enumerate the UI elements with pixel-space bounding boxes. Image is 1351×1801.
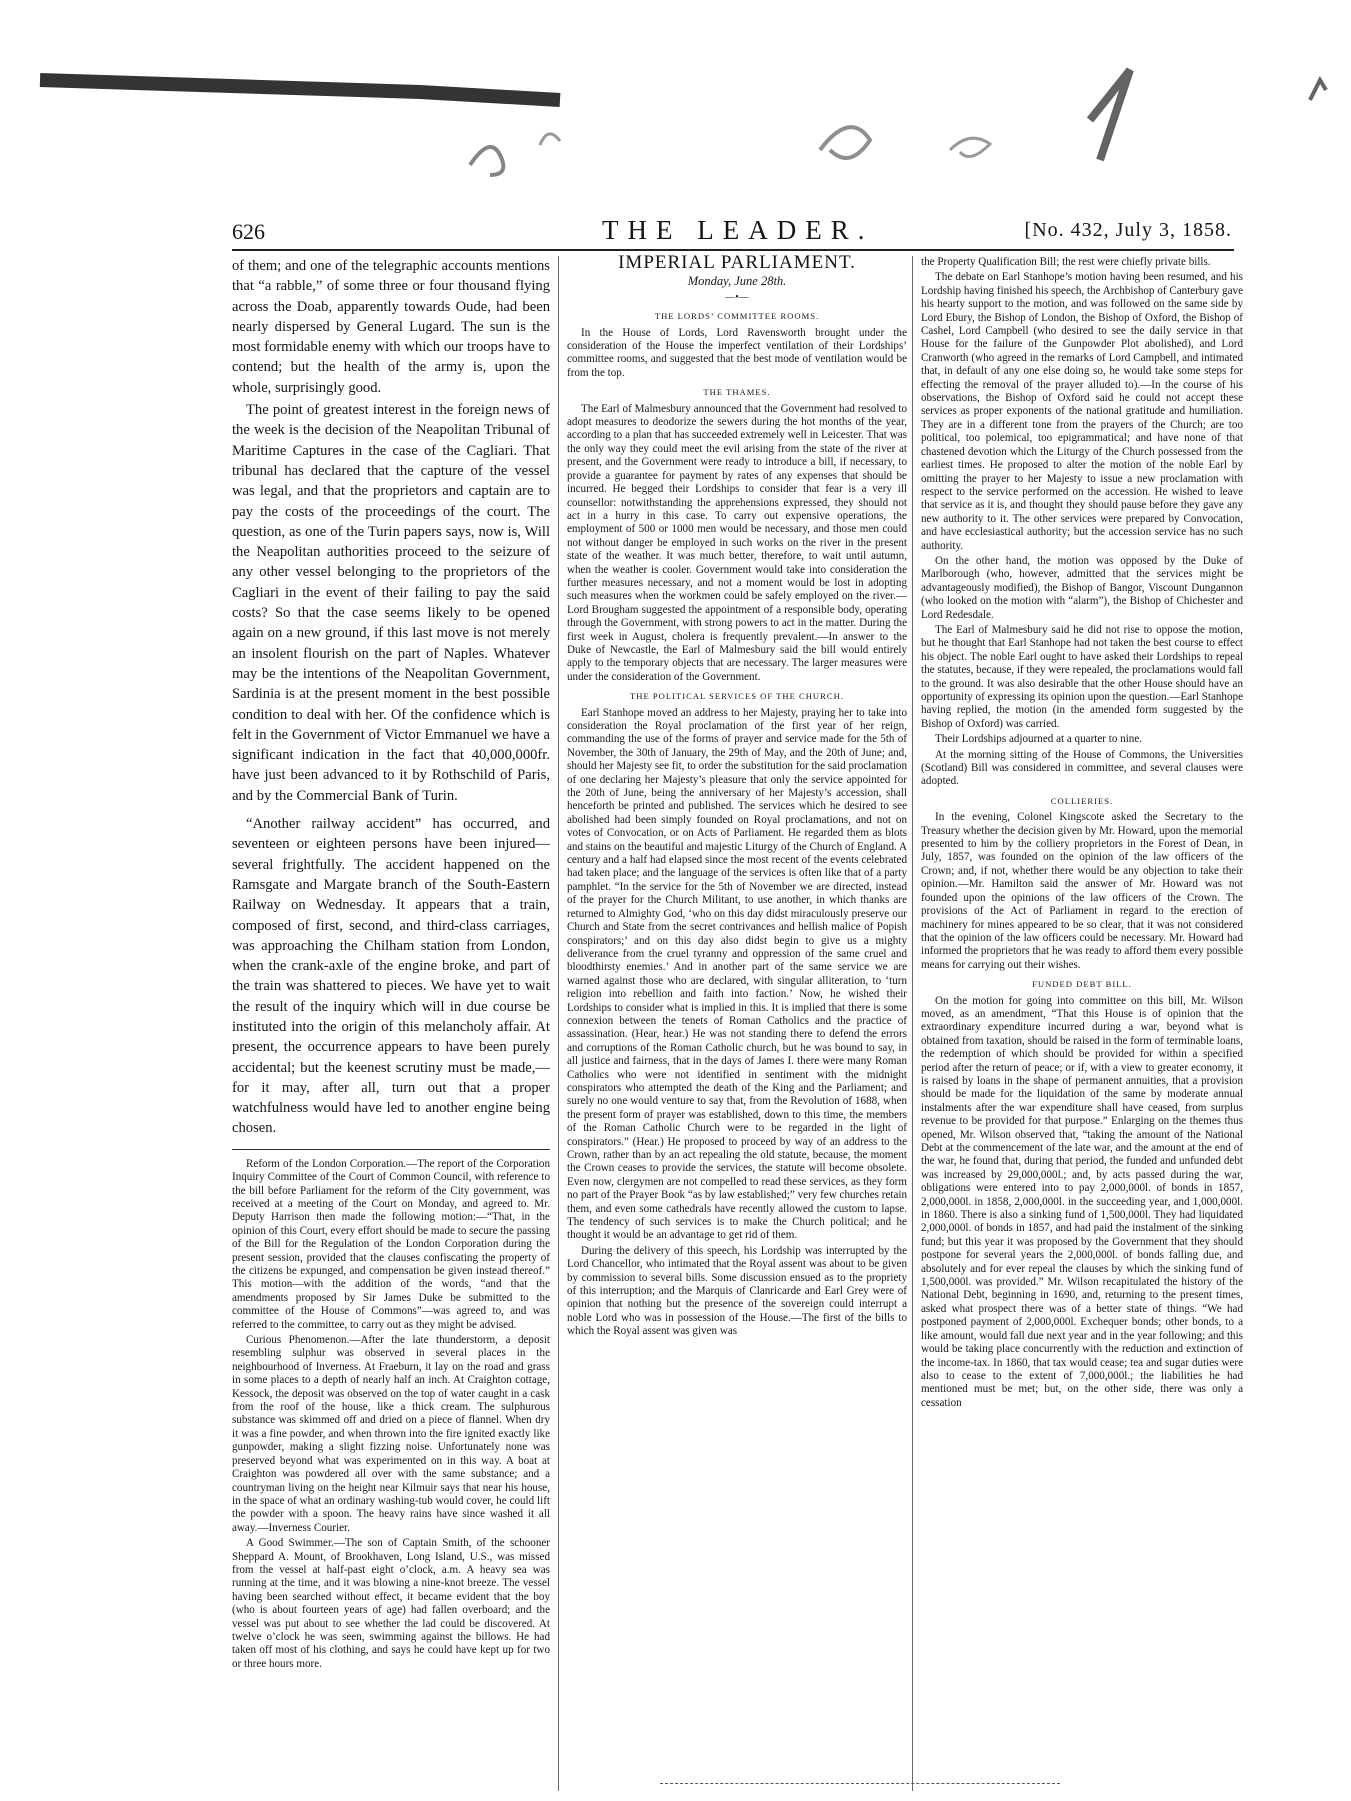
paragraph: The debate on Earl Stanhope’s motion having been resumed, and his Lordship having finished his speech, the Archbishop of Canterbury gave his hearty support to the motion, and was followed on the same side by Lord Ebury, the Bishop of London, the Bishop of Oxford, the Bishop of Cashel, Lord Campbell (who desired to see the daily service in that House for the failure of the Gunpowder Plot abolished), and Lord Cranworth (who agreed in the remarks of Lord Campbell, and intimated that, in default of any one else doing so, he would take some steps for effecting the removal of the prayer alluded to).—In the course of his observations, the Bishop of Oxford said he could not accept these services as proper exponents of the national gratitude and humiliation. They are in a different tone from the prayers of the Church; are too political, too polemical, too epigrammatical; and have none of that chastened devotion which the Liturgy of the Church possessed from the earliest times. He proposed to alter the motion of the noble Earl by omitting the prayer to her Majesty to issue a new proclamation with respect to the service performed on the accession. He wished to leave that service as it is, and thought they should pause before they gave any new authority to it. The other services were prepared by Convocation, and have ecclesiastical authority; but the accession service has no such authority. bbox=[921, 271, 1243, 552]
subheading: THE LORDS’ COMMITTEE ROOMS. bbox=[654, 311, 820, 322]
paragraph: “Another railway accident” has occurred, and seventeen or eighteen persons have been injured—several frightfully. The accident happened on the Ramsgate and Margate branch of the South-Eastern Railway on Wednesday. It appears that a train, composed of first, second, and third-class carriages, was approaching the Chilham station from London, when the crank-axle of the engine broke, and part of the train was shattered to pieces. We have yet to wait the result of the inquiry which will in due course be instituted into the origin of this melancholy affair. At present, the occurrence appears to have been purely accidental; but the keenest scrutiny must be made,—for it may, after all, turn out that a proper watchfulness would have led to another engine being chosen. bbox=[232, 816, 550, 1137]
subheading: FUNDED DEBT BILL. bbox=[1032, 979, 1132, 990]
paragraph: of them; and one of the telegraphic accounts mentions that “a rabble,” of some three or four thousand flying across the Doab, apparently towards Oude, had been nearly dispersed by General Lugard. The sun is the most formidable enemy with which our troops have to contend; but the health of the army is, upon the whole, surprisingly good. bbox=[232, 258, 550, 396]
newspaper-title: THE LEADER. bbox=[602, 215, 874, 245]
news-note: Curious Phenomenon.—After the late thunderstorm, a deposit resembling sulphur was observed in several places in the neighbourhood of Inverness. At Fraeburn, it lay on the road and grass in some places to a depth of nearly half an inch. At Craighton cottage, Kessock, the deposit was observed on the top of water caught in a cask from the roof of the house, like a thick cream. The sulphurous substance was skimmed off and dried on a piece of flannel. When dry it was a fine powder, and when thrown into the fire ignited exactly like gunpowder, making a slight fizzing noise. Unfortunately none was preserved beyond what was experimented on in this way. A boat at Craighton was powdered all over with the same substance; and a countryman living on the height near Kilmuir says that near his house, in the space of what an ordinary washing-tub would cover, he could lift the powder with a spoon. The heavy rains have since washed it all away.—Inverness Courier. bbox=[232, 1334, 550, 1534]
paragraph: The Earl of Malmesbury said he did not rise to oppose the motion, but he thought that Earl Stanhope had not taken the best course to effect his object. The noble Earl ought to have asked their Lordships to repeal the statutes, because, if they were repealed, the proclamations would fall to the ground. It was also desirable that the other House should have an opportunity of expressing its opinion upon the question.—Earl Stanhope having replied, the motion (in the amended form suggested by the Bishop of Oxford) was carried. bbox=[921, 623, 1243, 730]
subheading: COLLIERIES. bbox=[1050, 795, 1114, 806]
paragraph: On the motion for going into committee on this bill, Mr. Wilson moved, as an amendment, “That this House is of opinion that the extraordinary expenditure incurred during a war, beyond what is obtained from taxation, should be raised in the form of terminable loans, the redemption of which should be provided for within a specified period after the return of peace; or if, with a view to greater economy, it is raised by loans in the shape of permanent annuities, that a provision should be made for the liquidation of the same by moderate annual instalments after the war expenditure shall have ceased, from surplus revenue to be provided for that purpose.” Enlarging on the themes thus opened, Mr. Wilson observed that, “taking the amount of the National Debt at the commencement of the late war, and the amount at the end of the war, he found that, during that period, the funded and unfunded debt was increased by 29,000,000l.; and, by acts passed during the war, obligations were entered into to pay 2,000,000l. of bonds in 1857, 2,000,000l. in 1858, 2,000,000l. in the succeeding year, and 1,000,000l. in 1860. There is also a sinking fund of 1,500,000l. They had liquidated 2,000,000l. of bonds in 1857, and had paid the instalment of the sinking fund; but this year it was proposed by the Government that they should postpone for several years the 2,000,000l. of bonds falling due, and absolutely and for ever repeal the clauses by which the sinking fund of 1,500,000l. was provided.” Mr. Wilson recapitulated the history of the National Debt, beginning in 1690, and, returning to the present times, asked what prospect there was of a better state of things. “We had postponed payment of 2,000,000l. Exchequer bonds; other bonds, to a like amount, would fall due next year and in the year following; and this would be taking place concurrently with the reduction and extinction of the income-tax. In 1860, that tax would cease; tea and sugar duties were also to cease to the extent of 7,000,000l.; the liabilities he had mentioned must be met; but, on the other side, there was only a cessation bbox=[921, 994, 1243, 1409]
news-note: A Good Swimmer.—The son of Captain Smith, of the schooner Sheppard A. Mount, of Brookhaven, Long Island, U.S., was missed from the vessel at half-past eight o’clock, a.m. A heavy sea was running at the time, and it was blowing a nine-knot breeze. The vessel having been searched without effect, it became evident that the boy (who is about fourteen years of age) had fallen overboard; and the vessel was put about to see whether the lad could be discovered. At twelve o’clock he was seen, swimming against the billows. He had taken off most of his clothing, and says he could have kept up for two or three hours more. bbox=[232, 1537, 550, 1670]
paragraph: At the morning sitting of the House of Commons, the Universities (Scotland) Bill was considered in committee, and several clauses were adopted. bbox=[921, 748, 1243, 788]
paragraph: the Property Qualification Bill; the rest were chiefly private bills. bbox=[921, 256, 1211, 268]
page-number: 626 bbox=[232, 219, 265, 244]
scan-smudge bbox=[0, 60, 1351, 180]
lead-article bbox=[232, 256, 550, 1139]
paragraph: On the other hand, the motion was opposed by the Duke of Marlborough (who, however, admitted that the services might be advantageously modified), the Bishop of Bangor, Viscount Dungannon (who looked on the motion with “alarm”), the Bishop of Chichester and Lord Redesdale. bbox=[921, 554, 1243, 621]
issue-date: [No. 432, July 3, 1858. bbox=[1024, 219, 1232, 241]
header-rule bbox=[232, 249, 1234, 251]
paragraph: Their Lordships adjourned at a quarter to nine. bbox=[935, 733, 1143, 746]
paragraph: During the delivery of this speech, his Lordship was interrupted by the Lord Chancellor, who intimated that the Royal assent was about to be given by commission to several bills. Some discussion ensued as to the propriety of this interruption; and the Marquis of Clanricarde and Earl Grey were of opinion that nothing but the presence of the sovereign could interrupt a noble Lord who was in possession of the House.—The first of the bills to which the Royal assent was given was bbox=[567, 1244, 907, 1338]
ornament: —•— bbox=[725, 291, 749, 303]
column-1 bbox=[232, 256, 550, 1671]
section-separator bbox=[232, 1149, 550, 1150]
paragraph: Earl Stanhope moved an address to her Majesty, praying her to take into consideration the Royal proclamation of the first year of her reign, commanding the use of the forms of prayer and service made for the 5th of November, the 30th of January, the 29th of May, and the 20th of June; and, should her Majesty see fit, to order the substitution for the said proclamation of one declaring her Majesty’s pleasure that only the service appointed for the 20th of June, being the anniversary of her Majesty’s accession, shall henceforth be printed and published. The services which he desired to see abolished had been simply founded on Royal proclamations, and not on votes of Convocation, or on Acts of Parliament. He regarded them as blots and stains on the beautiful and majestic Liturgy of the Church of England. A century and a half had elapsed since the most recent of the events celebrated had taken place; and the language of the services is often like that of a party pamphlet. “In the service for the 5th of November we are directed, instead of the prayer for the Church Militant, to use another, in which thanks are returned to Almighty God, ‘who on this day didst miraculously preserve our Church and State from the secret contrivances and hellish malice of Popish conspirators;’ and on this day also didst begin to give us a mighty deliverance from the cruel tyranny and oppression of the same cruel and bloodthirsty enemies.’ And in another part of the same service we are warned against those who are declared, with singular alliteration, to ‘turn religion into rebellion and faith into faction.’ Now, he wished their Lordships to consider what is implied in this. It is implied that there is some connexion between the tenets of Roman Catholics and the practice of assassination. (Hear, hear.) He was not standing there to defend the errors and corruptions of the Roman Catholic church, but he was bound to say, in all justice and fairness, that in the days of James I. there were many Roman Catholics who were not identified in sentiment with the midnight conspirators who attempted the death of the King and the Parliament; and surely no one would venture to say that, from the Revolution of 1688, when the present form of prayer was established, down to this time, the members of the Roman Catholic Church were to be regarded in the light of conspirators.” (Hear.) He proposed to proceed by way of an address to the Crown, rather than by an act repealing the old statute, because, the moment the Crown ceases to provide the services, the statute will become obsolete. Even now, clergymen are not compelled to read these services, as they form no part of the Prayer Book “as by law established;” very few churches retain them, and even some cathedrals have recently allowed the custom to lapse. The tendency of such services is to make the Church political; and he thought it would be an advantage to get rid of them. bbox=[567, 706, 907, 1242]
scan-bottom-mark bbox=[660, 1783, 1060, 1784]
paragraph: The point of greatest interest in the foreign news of the week is the decision of the Neapolitan Tribunal of Maritime Captures in the case of the Cagliari. That tribunal has declared that the capture of the vessel was legal, and that the proprietors and captain are to pay the costs of the proceedings of the court. The question, as one of the Turin papers says, now is, Will the Neapolitan authorities proceed to the seizure of any other vessel belonging to the proprietors of the Cagliari in the event of their failing to pay the said costs? So that the case seems likely to be opened again on a new ground, if this last move is not merely an insolent flourish on the part of Naples. Whatever may be the intentions of the Neapolitan Government, Sardinia is at the present moment in the best possible condition to deal with her. Of the confidence which is felt in the Government of Victor Emmanuel we have a significant indication in the fact that 40,000,000fr. have just been advanced to it by Rothschild of Paris, and by the Commercial Bank of Turin. bbox=[232, 402, 550, 804]
subheading: THE THAMES. bbox=[703, 387, 771, 398]
paragraph: In the evening, Colonel Kingscote asked the Secretary to the Treasury whether the decision given by Mr. Howard, upon the memorial presented to him by the colliery proprietors in the Forest of Dean, in July, 1857, was founded on the opinion of the law officers of the Crown; and, if not, whether there would be any objection to take their opinion.—Mr. Hamilton said the answer of Mr. Howard was not founded upon the opinions of the law officers of the Crown. The provisions of the Act of Parliament in regard to the erection of machinery for mines appeared to be so clear, that it was not considered that the opinion of the law officers could be necessary. Mr. Howard had informed the proprietors that he was ready to afford them every possible means for carrying out their wishes. bbox=[921, 811, 1243, 971]
subheading: THE POLITICAL SERVICES OF THE CHURCH. bbox=[630, 691, 844, 702]
section-heading: IMPERIAL PARLIAMENT. bbox=[618, 252, 856, 273]
page-header bbox=[232, 215, 1232, 247]
paragraph: In the House of Lords, Lord Ravensworth brought under the consideration of the House the imperfect ventilation of their Lordships’ committee rooms, and suggested that the best mode of ventilation would be from the top. bbox=[567, 326, 907, 379]
news-note: Reform of the London Corporation.—The report of the Corporation Inquiry Committee of the Court of Common Council, with reference to the bill before Parliament for the reform of the City government, was received at a meeting of the Court on Monday, and agreed to. Mr. Deputy Harrison then made the following motion:—“That, in the opinion of this Court, every effort should be made to secure the passing of the Bill for the Regulation of the London Corporation during the present session, provided that the clauses confiscating the property of the citizens be expunged, and compensation be given instead thereof.” This motion—with the addition of the words, “and that the amendments proposed by Sir James Duke be submitted to the committee of the House of Commons”—was agreed to, and was referred to the committee, to carry out as they might be advised. bbox=[232, 1157, 550, 1331]
column-2 bbox=[558, 252, 907, 1791]
dateline: Monday, June 28th. bbox=[687, 274, 787, 289]
paragraph: The Earl of Malmesbury announced that the Government had resolved to adopt measures to deodorize the sewers during the hot months of the year, according to a plan that has succeeded extremely well in Leicester. That was the only way they could meet the evil arising from the state of the river at present, and the Government were ready to introduce a bill, if necessary, to provide a guarantee for payment by rates of any expenses that should be incurred. He begged their Lordships to consider that fear is a very ill counsellor: notwithstanding the apprehensions expressed, they should not act in a hurry in this case. To carry out expensive operations, the employment of 500 or 1000 men would be necessary, and those men could not without danger be employed in such works on the river in the present state of the weather. It was much better, therefore, to wait until autumn, when the weather is cooler. Government would take into consideration the further measures necessary, and not a moment would be lost in adopting such measures when the workmen could be safely employed on the river.—Lord Brougham suggested the appointment of a responsible body, operating through the Government, with strong powers to act in the matter. During the first week in August, cholera is frequently prevalent.—In answer to the Duke of Newcastle, the Earl of Malmesbury said the bill would entirely apply to the temporary objects that are necessary. The larger measures were under the consideration of the Government. bbox=[567, 402, 907, 683]
column-3 bbox=[912, 256, 1243, 1791]
